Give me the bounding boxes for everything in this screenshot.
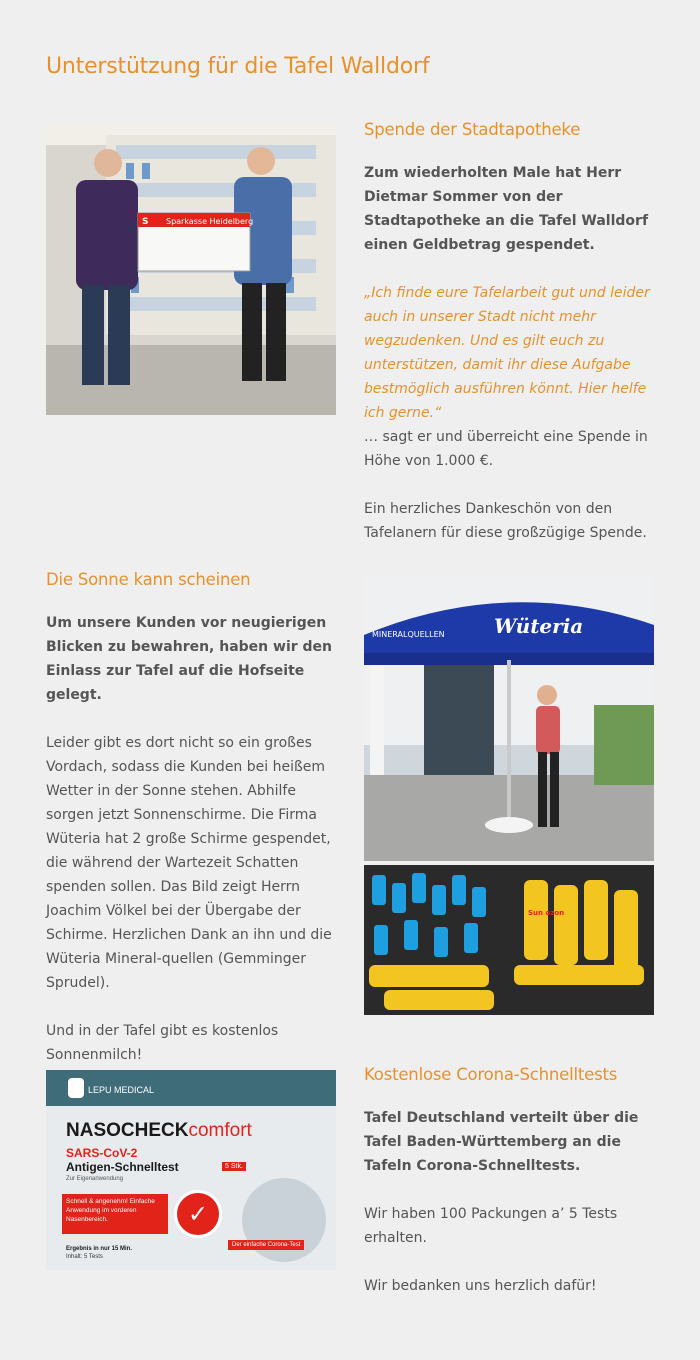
tests-body: Wir haben 100 Packungen a’ 5 Tests erhalten. — [364, 1206, 618, 1246]
donation-quote: „Ich finde eure Tafelarbeit gut und leider auch in unserer Stadt nicht mehr wegzudenken. Und es gilt euch zu unterstützen, damit ihr diese Aufgabe bestmöglich ausführen könnt. Hier helfe ich gerne.“ — [364, 285, 650, 421]
section-title-donation: Spende der Stadtapotheke — [364, 120, 581, 139]
sunscreen-label: Sun ozon — [528, 909, 565, 917]
test-kit-name — [66, 1120, 252, 1142]
test-kit-pack: 5 Stk. — [222, 1162, 246, 1171]
test-kit-maker: LEPU MEDICAL — [88, 1085, 155, 1095]
section-donation — [364, 120, 654, 545]
donation-after-quote: … sagt er und überreicht eine Spende in Höhe von 1.000 €. — [364, 429, 648, 469]
test-kit-line1: SARS-CoV-2 — [66, 1146, 138, 1160]
test-kit-claim: Schnell & angenehm! Einfache Anwendung im vorderen Nasenbereich. — [62, 1194, 168, 1234]
sun-body: Leider gibt es dort nicht so ein großes Vordach, sodass die Kunden bei heißem Wetter in der Sonne stehen. Abhilfe sorgen jetzt Sonnenschirme. Die Firma Wüteria hat 2 große Schirme gespendet, die während der Wartezeit Schatten spenden sollen. Das Bild zeigt Herrn Joachim Völkel bei der Übergabe der Schirme. Herzlichen Dank an ihn und die Wüteria Mineral-quellen (Gemminger Sprudel). — [46, 735, 332, 991]
donation-thanks: Ein herzliches Dankeschön von den Tafelanern für diese großzügige Spende. — [364, 501, 647, 541]
test-kit-photo — [46, 1070, 336, 1270]
test-kit-name-a: NASOCHECK — [66, 1120, 189, 1141]
checkmark-icon: ✓ — [174, 1190, 222, 1238]
test-kit-sub: Zur Eigenanwendung — [66, 1176, 124, 1182]
sun-closing: Und in der Tafel gibt es kostenlos Sonnenmilch! — [46, 1023, 279, 1063]
check-bank-label: Sparkasse Heidelberg — [166, 217, 254, 226]
section-tests — [364, 1065, 654, 1298]
section-title-sun: Die Sonne kann scheinen — [46, 570, 251, 589]
section-sun — [46, 570, 336, 1067]
sunscreen-photo — [364, 865, 654, 1015]
umbrella-subtext: MINERALQUELLEN — [372, 630, 445, 639]
umbrella-photo — [364, 575, 654, 861]
donation-intro: Zum wiederholten Male hat Herr Dietmar Sommer von der Stadtapotheke an die Tafel Walldorf einen Geldbetrag gespendet. — [364, 165, 649, 253]
donation-photo — [46, 125, 336, 415]
page-title: Unterstützung für die Tafel Walldorf — [46, 54, 430, 79]
tests-closing: Wir bedanken uns herzlich dafür! — [364, 1278, 597, 1294]
section-title-tests: Kostenlose Corona-Schnelltests — [364, 1065, 618, 1084]
test-kit-content: Inhalt: 5 Tests — [66, 1254, 103, 1260]
sun-intro: Um unsere Kunden vor neugierigen Blicken zu bewahren, haben wir den Einlass zur Tafel auf die Hofseite gelegt. — [46, 615, 333, 703]
umbrella-brand: Wüteria — [494, 614, 584, 638]
test-kit-badge: Der einfache Corona-Test — [228, 1240, 304, 1250]
tests-intro: Tafel Deutschland verteilt über die Tafel Baden-Württemberg an die Tafeln Corona-Schnelltests. — [364, 1110, 639, 1174]
svg-text:S: S — [142, 217, 149, 227]
lepu-logo-icon — [68, 1078, 84, 1098]
test-kit-name-b: comfort — [188, 1120, 252, 1141]
test-kit-result: Ergebnis in nur 15 Min. — [66, 1246, 133, 1252]
test-kit-line2: Antigen-Schnelltest — [66, 1160, 179, 1174]
